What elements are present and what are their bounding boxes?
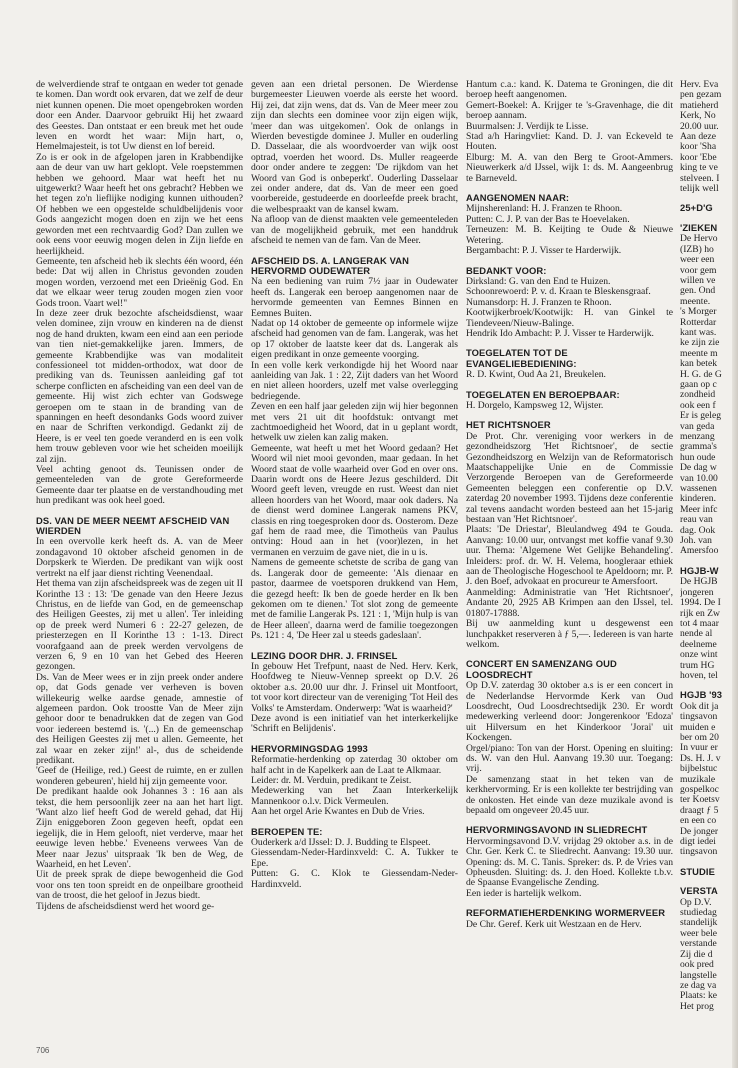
- paragraph: deelneme: [680, 638, 717, 650]
- paragraph: Veel achting genoot ds. Teunissen onder de gemeenteleden van de grote Gereformeerde Gemeente daar ter plaatse en de verstandhouding met hun predikant was ook heel goed.: [36, 464, 243, 507]
- section-heading: AANGENOMEN NAAR:: [466, 192, 570, 204]
- column-3: [466, 80, 673, 1045]
- paragraph: Orgel/piano: Ton van der Horst. Opening en sluiting: ds. W. van den Hul. Aanvang 19.30 uur. Toegang: vrij.: [466, 742, 673, 775]
- page-fold-shadow: [732, 0, 738, 1068]
- paragraph: Mijnsherenland: H. J. Franzen te Rhoon.: [466, 203, 623, 215]
- paragraph: H. Dorgelo, Kampsweg 12, Wijster.: [466, 399, 604, 411]
- paragraph: menzang: [680, 431, 715, 442]
- paragraph: ook pred: [680, 959, 714, 971]
- paragraph: 20.00 uur.: [680, 120, 719, 132]
- paragraph: De dag w: [680, 462, 717, 474]
- paragraph: digt iedei: [680, 836, 716, 848]
- paragraph: Een ieder is hartelijk welkom.: [466, 887, 582, 899]
- section-heading: VERSTA: [680, 885, 718, 897]
- paragraph: Zo is er ook in de afgelopen jaren in Krabbendijke aan de deur van uw hart geklopt. Vele roepstemmen hebben we gehoord. Maar wat heeft het nu uitgewerkt? Waar heeft het ons gebracht? Hebben we het tegen zo'n lieflijke nodiging kunnen uithouden? Of hebben we een opgestelde schuldbelijdenis voor Gods aangezicht mogen doen en zijn we het eens geworden met een rechtvaardig God? Dan zullen we ook eens voor eeuwig mogen delen in Zijn liefde en heerlijkheid.: [36, 151, 243, 257]
- section-heading: LEZING DOOR DHR. J. FRINSEL: [251, 649, 398, 661]
- paragraph: trum HG: [680, 659, 715, 671]
- paragraph: ter Koetsv: [680, 794, 720, 806]
- paragraph: Meer infc: [680, 503, 718, 515]
- paragraph: Schoonrewoerd: P. v. d. Kraan te Bleskensgraaf.: [466, 286, 651, 298]
- paragraph: Dirksland: G. van den End te Huizen.: [466, 275, 611, 287]
- paragraph: H. G. de G: [680, 368, 722, 380]
- paragraph: Stad a/h Haringvliet: Kand. D. J. van Eckeveld te Houten.: [466, 131, 673, 153]
- paragraph: muzikale: [680, 773, 716, 785]
- paragraph: draagt ƒ 5: [680, 804, 719, 816]
- section-heading: BEDANKT VOOR:: [466, 264, 547, 276]
- paragraph: Putten: C. J. P. van der Bas te Hoevelaken.: [466, 213, 630, 225]
- paragraph: Hendrik Ido Ambacht: P. J. Visser te Harderwijk.: [466, 327, 654, 339]
- paragraph: geven aan een drietal personen. De Wierdense burgemeester Lieuwen voerde als eerste het woord. Hij zei, dat zijn wens, dat ds. Van de Meer meer zou zijn dan slechts een dominee voor zijn eigen wijk, 'meer dan was uitgekomen'. Ook de onlangs in Wierden bevestigde dominee J. Muller en ouderling D. Dasselaar, die als woordvoerder van wijk oost optrad, voerden het woord. Ds. Muller reageerde door onder andere te zeggen: 'De rijkdom van het Woord van God is onbeperkt'. Ouderling Dasselaar zei onder andere, dat ds. Van de meer een goed voorbereide, gestudeerde en doorleefde preek bracht, die welbespraakt van de kansel kwam.: [251, 80, 458, 215]
- paragraph: In vuur er: [680, 742, 718, 754]
- paragraph: De jonger: [680, 825, 719, 837]
- paragraph: ze dag va: [680, 979, 717, 991]
- paragraph: Gemeente, wat heeft u met het Woord gedaan? Het Woord wil niet mooi gevonden, maar gedaan. In het Woord staat de volle waarheid over God en over ons. Daarin wordt ons de Heere Jezus geschilderd. Dit Woord geeft leven, vreugde en rust. Weest dan niet alleen hoorders van het Woord, maar ook daders. Na de dienst werd dominee Langerak namens PKV, classis en ring toegesproken door ds. Oosterom. Deze gaf hem de raad mee, die Timotheüs van Paulus ontving: Houd aan in het (voor)lezen, in het vermanen en verzuim de gave niet, die in u is.: [251, 442, 458, 558]
- paragraph: In een overvolle kerk heeft ds. A. van de Meer zondagavond 10 oktober afscheid genomen in de Dorpskerk te Wierden. De predikant van wijk oost vertrekt na elf jaar dienst richting Veenendaal.: [36, 536, 243, 579]
- paragraph: van 10.00: [680, 472, 718, 484]
- paragraph: ke zijn zie: [680, 337, 720, 349]
- paragraph: Medewerking van het Zaan Interkerkelijk Mannenkoor o.l.v. Dick Vermeulen.: [251, 785, 458, 807]
- paragraph: Na een bediening van ruim 7½ jaar in Oudewater heeft ds. Langerak een beroep aangenomen naar de hervormde gemeenten van Eemnes Binnen en Eemnes Buiten.: [251, 276, 458, 319]
- paragraph: tingsavon: [680, 711, 718, 723]
- paragraph: Aan het orgel Arie Kwantes en Dub de Vries.: [251, 806, 425, 818]
- paragraph: Namens de gemeente schetste de scriba de gang van ds. Langerak door de gemeente: 'Als dienaar en pastor, daarmee de voetsporen drukkend van Hem, die gezegd heeft: Ik ben de goede herder en Ik ben gekomen om te dienen.' Tot slot zong de gemeente met de familie Langerak Ps. 121 : 1, 'Mijn hulp is van de Heer alleen', daarna werd de familie toegezongen Ps. 121 : 4, 'De Heer zal u steeds gadeslaan'.: [251, 557, 458, 642]
- paragraph: wassenen: [680, 483, 717, 495]
- paragraph: Aan deze: [680, 131, 716, 143]
- paragraph: nende al: [680, 628, 713, 640]
- paragraph: 'Geef de (Heilige, red.) Geest de ruimte, en er zullen wonderen gebeuren', hield hij zijn gemeente voor.: [36, 765, 243, 787]
- paragraph: king te ve: [680, 162, 718, 174]
- paragraph: Hantum c.a.: kand. K. Datema te Groningen, die dit beroep heeft aangenomen.: [466, 80, 673, 101]
- paragraph: tot 4 maar: [680, 617, 719, 629]
- section-heading: STUDIE: [680, 865, 715, 877]
- paragraph: Kerk, No: [680, 110, 716, 122]
- paragraph: Gemeente, ten afscheid heb ik slechts één woord, één bede: Dat wij allen in Christus gevonden zouden mogen worden, verzoend met een Drieënig God. En dat we elkaar weer terug zouden mogen zien voor Gods troon. Vaart wel!": [36, 255, 243, 309]
- section-heading: HET RICHTSNOER: [466, 419, 551, 431]
- paragraph: Bergambacht: P. J. Visser te Harderwijk.: [466, 245, 622, 257]
- section-heading: 'ZIEKEN: [680, 221, 718, 233]
- paragraph: de welverdiende straf te ontgaan en weder tot genade te komen. Dan wordt ook ervaren, dat we zelf de deur niet kunnen openen. Die moet opengebroken worden door een Ander. Daarvoor gebruikt Hij het zwaard des Geestes. Dan ontstaat er een breuk met het oude leven en wordt het waar: Mijn hart, o, Hemelmajesteit, is tot Uw dienst en lof bereid.: [36, 80, 243, 153]
- paragraph: R. D. Kwint, Oud Aa 21, Breukelen.: [466, 369, 606, 381]
- paragraph: bijbelstuc: [680, 763, 718, 775]
- paragraph: reau van: [680, 514, 713, 526]
- paragraph: studiedag: [680, 907, 717, 919]
- paragraph: kan betek: [680, 358, 718, 370]
- paragraph: De Prot. Chr. vereniging voor werkers in de gezondheidszorg 'Het Richtsnoer', de sectie Gezondheidszorg en Welzijn van de Reformatorisch Maatschappelijke Unie en de Commissie Verzorgende Beroepen van de Gereformeerde Gemeenten beleggen een conferentie op D.V. zaterdag 20 november 1993. Tijdens deze conferentie zal tevens aandacht worden besteed aan het 15-jarig bestaan van 'Het Richtsnoer'.: [466, 430, 673, 526]
- paragraph: Ouderkerk a/d IJssel: D. J. Budding te Elspeet.: [251, 837, 431, 849]
- column-1: [36, 80, 243, 1045]
- paragraph: Kootwijkerbroek/Kootwijk: H. van Ginkel te Tiendeveen/Nieuw-Balinge.: [466, 307, 673, 329]
- paragraph: Plaats: 'De Driestar', Bleulandweg 494 te Gouda. Aanvang: 10.00 uur, ontvangst met koffie vanaf 9.30 uur. Thema: 'Algemene Wet Gelijke Behandeling'. Inleiders: prof. dr. W. H. Velema, hoogleraar ethiek aan de Theologische Hogeschool te Apeldoorn; mr. P. J. den Boef, advokaat en procureur te Amersfoort.: [466, 524, 673, 588]
- section-heading: 25+D'G: [680, 202, 713, 214]
- paragraph: verstande: [680, 938, 717, 950]
- paragraph: Er is geleg: [680, 410, 722, 422]
- paragraph: In gebouw Het Trefpunt, naast de Ned. Herv. Kerk, Hoofdweg te Nieuw-Vennep spreekt op D.V. 26 oktober a.s. 20.00 uur dhr. J. Frinsel uit Montfoort, tot voor kort directeur van de vereniging 'Tot Heil des Volks' te Amsterdam. Onderwerp: 'Wat is waarheid?': [251, 660, 458, 714]
- paragraph: Giessendam-Neder-Hardinxveld: C. A. Tukker te Epe.: [251, 847, 458, 869]
- paragraph: koor 'Ebe: [680, 151, 717, 163]
- section-heading: BEROEPEN TE:: [251, 825, 323, 837]
- paragraph: pen gezam: [680, 89, 722, 101]
- paragraph: Joh. van: [680, 535, 712, 547]
- section-heading: CONCERT EN SAMENZANG OUD LOOSDRECHT: [466, 658, 617, 680]
- paragraph: Nadat op 14 oktober de gemeente op informele wijze afscheid had genomen van de fam. Langerak, was het op 17 oktober de laatste keer dat ds. Langerak als eigen predikant in onze gemeente voorging.: [251, 317, 458, 361]
- paragraph: Numansdorp: H. J. Franzen te Rhoon.: [466, 296, 612, 308]
- paragraph: Herv. Eva: [680, 80, 719, 90]
- paragraph: kant was.: [680, 326, 717, 338]
- paragraph: Gemert-Boekel: A. Krijger te 's-Gravenhage, die dit beroep aannam.: [466, 99, 673, 122]
- paragraph: rijk en Zw: [680, 607, 720, 619]
- paragraph: Aanmelding: Administratie van 'Het Richtsnoer', Andante 20, 2925 AB Krimpen aan den IJssel, tel. 01807-17888.: [466, 586, 673, 619]
- paragraph: dag. Ook: [680, 524, 716, 536]
- paragraph: willen ve: [680, 274, 716, 286]
- paragraph: gaan op c: [680, 378, 717, 390]
- section-heading: REFORMATIEHERDENKING WORMERVEER: [466, 907, 666, 919]
- paragraph: Elburg: M. A. van den Berg te Groot-Ammers. Nieuwerkerk a/d IJssel, wijk 1: ds. M. Aangeenbrug te Barneveld.: [466, 151, 673, 184]
- paragraph: Ook dit ja: [680, 700, 719, 712]
- paragraph: Deze avond is een initiatief van het interkerkelijke 'Schrift en Belijdenis'.: [251, 712, 458, 735]
- paragraph: matieherd: [680, 99, 719, 111]
- section-heading: DS. VAN DE MEER NEEMT AFSCHEID VAN WIERDEN: [36, 514, 230, 537]
- paragraph: Putten: G. C. Klok te Giessendam-Neder-Hardinxveld.: [251, 868, 458, 890]
- paragraph: Plaats: ke: [680, 990, 718, 1002]
- section-heading: TOEGELATEN EN BEROEPBAAR:: [466, 388, 620, 400]
- paragraph: In een volle kerk verkondigde hij het Woord naar aanleiding van Jak. 1 : 22, Zijt daders van het Woord en niet alleen hoorders, uzelf met valse overlegging bedriegende.: [251, 359, 458, 402]
- column-4-cropped: [680, 80, 738, 1045]
- paragraph: Op D.V.: [680, 896, 712, 908]
- paragraph: 1994. De I: [680, 597, 721, 609]
- paragraph: De Chr. Geref. Kerk uit Westzaan en de Herv.: [466, 918, 642, 930]
- paragraph: Bij uw aanmelding kunt u desgewenst een lunchpakket reserveren à ƒ 5,—. Iedereen is van harte welkom.: [466, 618, 673, 650]
- section-heading: HGJB '93: [680, 689, 723, 701]
- paragraph: De Hervo: [680, 233, 718, 245]
- paragraph: muiden e: [680, 721, 716, 733]
- paragraph: langstelle: [680, 969, 717, 981]
- paragraph: Hervormingsavond D.V. vrijdag 29 oktober a.s. in de Chr. Ger. Kerk C. te Sliedrecht. Aanvang: 19.30 uur. Opening: ds. M. C. Tanis. Spreker: ds. P. de Vries van Ophеusden. Sluiting: ds. J. den Hoed. Kollekte t.b.v. de Spaanse Evangelische Zending.: [466, 835, 673, 889]
- section-heading: TOEGELATEN TOT DE EVANGELIEBEDIENING:: [466, 347, 577, 369]
- paragraph: ber om 20: [680, 731, 719, 743]
- paragraph: ook een f: [680, 399, 716, 411]
- section-heading: AFSCHEID DS. A. LANGERAK VAN HERVORMD OUDEWATER: [251, 254, 410, 276]
- page-number: 706: [36, 1046, 50, 1055]
- paragraph: standelijk: [680, 917, 718, 929]
- paragraph: Leider: dr. M. Verduin, predikant te Zeist.: [251, 775, 412, 786]
- paragraph: stelveen. I: [680, 172, 720, 184]
- paragraph: Buurmalsen: J. Verdijk te Lisse.: [466, 120, 589, 132]
- section-heading: HERVORMINGSDAG 1993: [251, 742, 368, 754]
- paragraph: weer een: [680, 254, 715, 266]
- paragraph: Reformatie-herdenking op zaterdag 30 oktober om half acht in de Kapelkerk aan de Laat te Alkmaar.: [251, 754, 458, 776]
- section-heading: HERVORMINGSAVOND IN SLIEDRECHT: [466, 824, 648, 836]
- paragraph: Na afloop van de dienst maakten vele gemeenteleden van de mogelijkheid gebruik, met een handdruk afscheid te nemen van de fam. Van de Meer.: [251, 214, 458, 247]
- paragraph: 's Morger: [680, 306, 717, 318]
- paragraph: meente m: [680, 347, 718, 359]
- paragraph: onze wint: [680, 649, 718, 661]
- section-heading: HGJB-W: [680, 564, 719, 576]
- paragraph: gospelkoc: [680, 784, 719, 795]
- paragraph: Ds. H. J. v: [680, 752, 721, 764]
- paragraph: Het prog: [680, 1000, 714, 1012]
- paragraph: Het thema van zijn afscheidspreek was de zegen uit II Korinthe 13 : 13: 'De genade van den Heere Jezus Christus, en de liefde van God, en de gemeenschap des Heiligen Geestes, zij met u allen'. Ter inleiding op de preek werd Numeri 6 : 22-27 gelezen, de priesterzegen en II Korinthe 13 : 1-13. Direct voorafgaand aan de preek werden vervolgens de verzen 6, 9 en 10 van het Gebed des Heeren gezongen.: [36, 578, 243, 673]
- paragraph: voor gem: [680, 264, 717, 276]
- paragraph: weer bele: [680, 927, 718, 939]
- paragraph: Op D.V. zaterdag 30 oktober a.s is er een concert in de Nederlandse Hervormde Kerk van Oud Loosdrecht, Oud Loosdrechtsedijk 230. Er wordt medewerking verleend door: Jongerenkoor 'Edoza' uit Hilversum en het Kinderkoor 'Jorai' uit Kockengen.: [466, 680, 673, 744]
- paragraph: Terneuzen: M. B. Keijting te Oude & Nieuwe Wetering.: [466, 224, 673, 246]
- paragraph: meente.: [680, 295, 711, 307]
- paragraph: gramma's: [680, 441, 717, 453]
- paragraph: telijk well: [680, 183, 719, 195]
- paragraph: De HGJB: [680, 576, 718, 588]
- paragraph: zondheid: [680, 389, 716, 401]
- paragraph: kinderen.: [680, 493, 716, 505]
- paragraph: Zij die d: [680, 948, 713, 960]
- paragraph: koor 'Sha: [680, 141, 717, 153]
- paragraph: Uit de preek sprak de diepe bewogenheid die God voor ons ten toon spreidt en de onpeilbare grootheid van de troost, die het geloof in Jezus biedt.: [36, 869, 243, 902]
- paragraph: De samenzang staat in het teken van de kerkhervorming. Er is een kollekte ter bestrijding van de onkosten. Het einde van deze muzikale avond is bepaald om ongeveer 20.45 uur.: [466, 773, 673, 816]
- column-2: [251, 80, 458, 1045]
- paragraph: In deze zeer druk bezochte afscheidsdienst, waar velen dominee, zijn vrouw en kinderen na de dienst nog de hand drukten, kwam een eind aan een periode van tien niet-gemakkelijke jaren. Immers, de gemeente Krabbendijke was van modaliteit confessioneel tot midden-orthodox, wat door de prediking van ds. Teunissen aanleiding gaf tot scherpe conflicten en afscheiding van een deel van de gemeente. Hij wist zich echter van Godswege geroepen om te staan in de branding van de spanningen en heeft desondanks Gods woord zuiver en naar de Schriften verkondigd. Gedankt zij de Heere, is er veel ten goede veranderd en is een volk hem trouw gebleven voor wie het scheiden moeilijk zal zijn.: [36, 307, 243, 465]
- paragraph: en een co: [680, 815, 717, 827]
- paragraph: Ds. Van de Meer wees er in zijn preek onder andere op, dat Gods genade ver verheven is boven willekeurig welke aardse genade, amnestie of algemeen pardon. Ook troostte Van de Meer zijn gehoor door te benadrukken dat de zegen van God voor iedereen bestemd is. '(...) En de gemeenschap des Heiligen Geestes zij met u allen. Gemeente, het zal waar en zeker zijn!' al-, dus de scheidende predikant.: [36, 671, 243, 766]
- paragraph: Tijdens de afscheidsdienst werd het woord ge-: [36, 900, 215, 912]
- paragraph: Amersfoo: [680, 545, 719, 557]
- paragraph: van geda: [680, 420, 715, 432]
- paragraph: jongeren: [680, 586, 714, 598]
- paragraph: De predikant haalde ook Johannes 3 : 16 aan als tekst, die hem persoonlijk zeer na aan het hart ligt. 'Want alzo lief heeft God de wereld gehad, dat Hij Zijn eniggeboren Zoon gegeven heeft, opdat een iegelijk, die in Hem gelooft, niet verderve, maar het eeuwige leven hebbe.' Eveneens verwees Van de Meer naar Jezus' uitspraak 'Ik ben de Weg, de Waarheid, en het Leven'.: [36, 786, 243, 871]
- paragraph: hun oude: [680, 451, 716, 463]
- paragraph: Zeven en een half jaar geleden zijn wij hier begonnen met vers 21 uit dit hoofdstuk: ontvangt met zachtmoedigheid het Woord, dat in u geplant wordt, hetwelk uw zielen kan zalig maken.: [251, 401, 458, 444]
- paragraph: tingsavon: [680, 846, 718, 858]
- paragraph: gen. Ond: [680, 285, 716, 297]
- paragraph: (IZB) ho: [680, 243, 714, 255]
- paragraph: hoven, tel: [680, 669, 718, 681]
- paragraph: Rotterdar: [680, 316, 717, 328]
